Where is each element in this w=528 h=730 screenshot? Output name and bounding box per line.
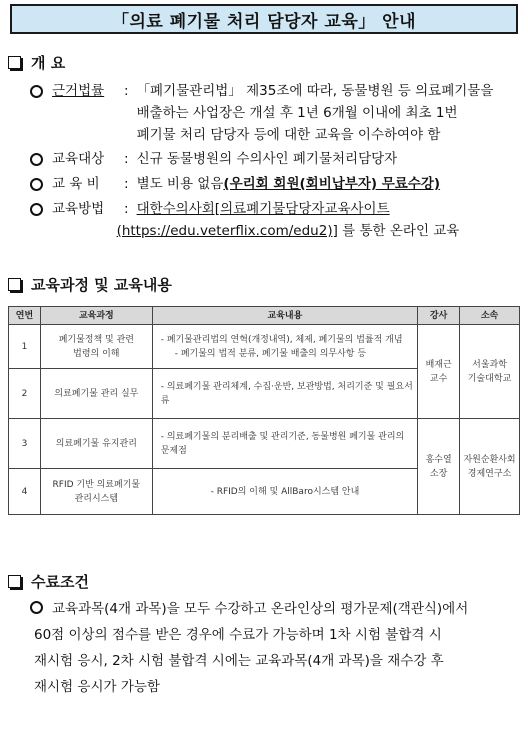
instructor-name-line: 교수 — [429, 373, 448, 384]
table-header: 강사 — [418, 307, 460, 325]
method-line — [117, 220, 460, 242]
completion-line: 재시험 응시가 가능함 — [34, 679, 160, 695]
table-header-row — [9, 307, 520, 325]
instructor-name-line: 소장 — [429, 468, 448, 479]
checkbox-icon — [8, 56, 21, 69]
row-number: 3 — [9, 419, 41, 469]
course-content: - RFID의 이해 및 AllBaro시스템 안내 — [152, 469, 417, 515]
overview-item-target — [30, 148, 397, 170]
overview-item-fee — [30, 173, 440, 195]
table-header: 교육과정 — [40, 307, 152, 325]
page-title — [10, 4, 518, 34]
course-content — [152, 325, 417, 369]
instructor-name-line: 홍수열 — [425, 454, 452, 465]
legal-basis-label: 근거법률 — [52, 83, 105, 99]
course-name — [40, 325, 152, 369]
completion-heading-text: 수료조건 — [31, 573, 89, 591]
course-name-line: 폐기물정책 및 관련 — [58, 334, 134, 345]
course-name: 의료폐기물 관리 실무 — [40, 369, 152, 419]
completion-heading — [8, 571, 89, 592]
instructor-org — [460, 419, 520, 515]
overview-heading-text: 개 요 — [31, 54, 66, 72]
completion-line-text: 교육과목(4개 과목)을 모두 수강하고 온라인상의 평가문제(객관식)에서 — [52, 601, 469, 617]
circle-bullet-icon — [30, 601, 43, 614]
course-heading — [8, 274, 172, 295]
completion-line: 재시험 응시, 2차 시험 불합격 시에는 교육과목(4개 과목)을 재수강 후 — [34, 653, 444, 669]
fee-text: 별도 비용 없음 — [136, 176, 224, 192]
overview-item-legal-basis — [30, 80, 493, 146]
course-content-line: - 폐기물의 법적 분류, 폐기물 배출의 의무사항 등 — [174, 348, 367, 359]
instructor-org-line: 서울과학 — [472, 359, 507, 370]
course-name-line: RFID 기반 의료폐기물 — [52, 479, 141, 490]
overview-item-method — [30, 198, 459, 242]
course-content-line: - 폐기물관리법의 연혁(개정내역), 체제, 폐기물의 법률적 개념 — [160, 334, 403, 345]
overview-heading — [8, 52, 65, 73]
instructor-name-line: 배재근 — [425, 359, 452, 370]
instructor-org — [460, 325, 520, 419]
completion-line — [30, 598, 468, 620]
checkbox-icon — [8, 278, 21, 291]
table-header: 연번 — [9, 307, 41, 325]
course-content: - 의료폐기물의 분리배출 및 관리기준, 동물병원 폐기물 관리의 문제점 — [152, 419, 417, 469]
instructor-name — [418, 419, 460, 515]
target-label: 교육대상 — [52, 151, 105, 167]
course-content: - 의료폐기물 관리체계, 수집·운반, 보관방법, 처리기준 및 필요서류 — [152, 369, 417, 419]
instructor-org-line: 자원순환사회 — [463, 454, 516, 465]
table-row — [9, 325, 520, 369]
method-line: 대한수의사회[의료폐기물담당자교육사이트 — [136, 201, 390, 217]
fee-free-note: (우리회 회원(회비납부자) 무료수강) — [223, 176, 441, 192]
course-name-line: 관리시스템 — [74, 493, 119, 504]
course-name — [40, 469, 152, 515]
table-header: 소속 — [460, 307, 520, 325]
colon-separator: : — [124, 176, 129, 192]
course-name: 의료폐기물 유지관리 — [40, 419, 152, 469]
course-heading-text: 교육과정 및 교육내용 — [31, 276, 172, 294]
circle-bullet-icon — [30, 85, 43, 98]
fee-label: 교 육 비 — [52, 176, 100, 192]
instructor-name — [418, 325, 460, 419]
legal-basis-line: 「폐기물관리법」 제35조에 따라, 동물병원 등 의료폐기물을 — [136, 83, 494, 99]
edu-site-link[interactable]: (https://edu.veterflix.com/edu2)] — [116, 223, 338, 239]
course-name-line: 법령의 이해 — [73, 348, 120, 359]
row-number: 1 — [9, 325, 41, 369]
circle-bullet-icon — [30, 203, 43, 216]
colon-separator: : — [124, 201, 129, 217]
row-number: 4 — [9, 469, 41, 515]
legal-basis-text — [137, 80, 494, 146]
table-header: 교육내용 — [152, 307, 417, 325]
method-text — [116, 198, 460, 242]
table-row — [9, 419, 520, 469]
instructor-org-line: 기술대학교 — [467, 373, 512, 384]
legal-basis-line: 폐기물 처리 담당자 등에 대한 교육을 이수하여야 함 — [136, 127, 441, 143]
course-table — [8, 306, 520, 515]
legal-basis-line: 배출하는 사업장은 개설 후 1년 6개월 이내에 최초 1번 — [136, 105, 458, 121]
checkbox-icon — [8, 575, 21, 588]
page-title-text: 「의료 폐기물 처리 담당자 교육」 안내 — [112, 11, 416, 32]
circle-bullet-icon — [30, 178, 43, 191]
circle-bullet-icon — [30, 153, 43, 166]
row-number: 2 — [9, 369, 41, 419]
completion-line: 60점 이상의 점수를 받은 경우에 수료가 가능하며 1차 시험 불합격 시 — [34, 627, 442, 643]
method-label: 교육방법 — [52, 201, 105, 217]
instructor-org-line: 경제연구소 — [467, 468, 512, 479]
colon-separator: : — [124, 83, 129, 99]
method-line-rest: 를 통한 온라인 교육 — [337, 223, 460, 239]
target-text: 신규 동물병원의 수의사인 폐기물처리담당자 — [136, 151, 398, 167]
colon-separator: : — [124, 151, 129, 167]
